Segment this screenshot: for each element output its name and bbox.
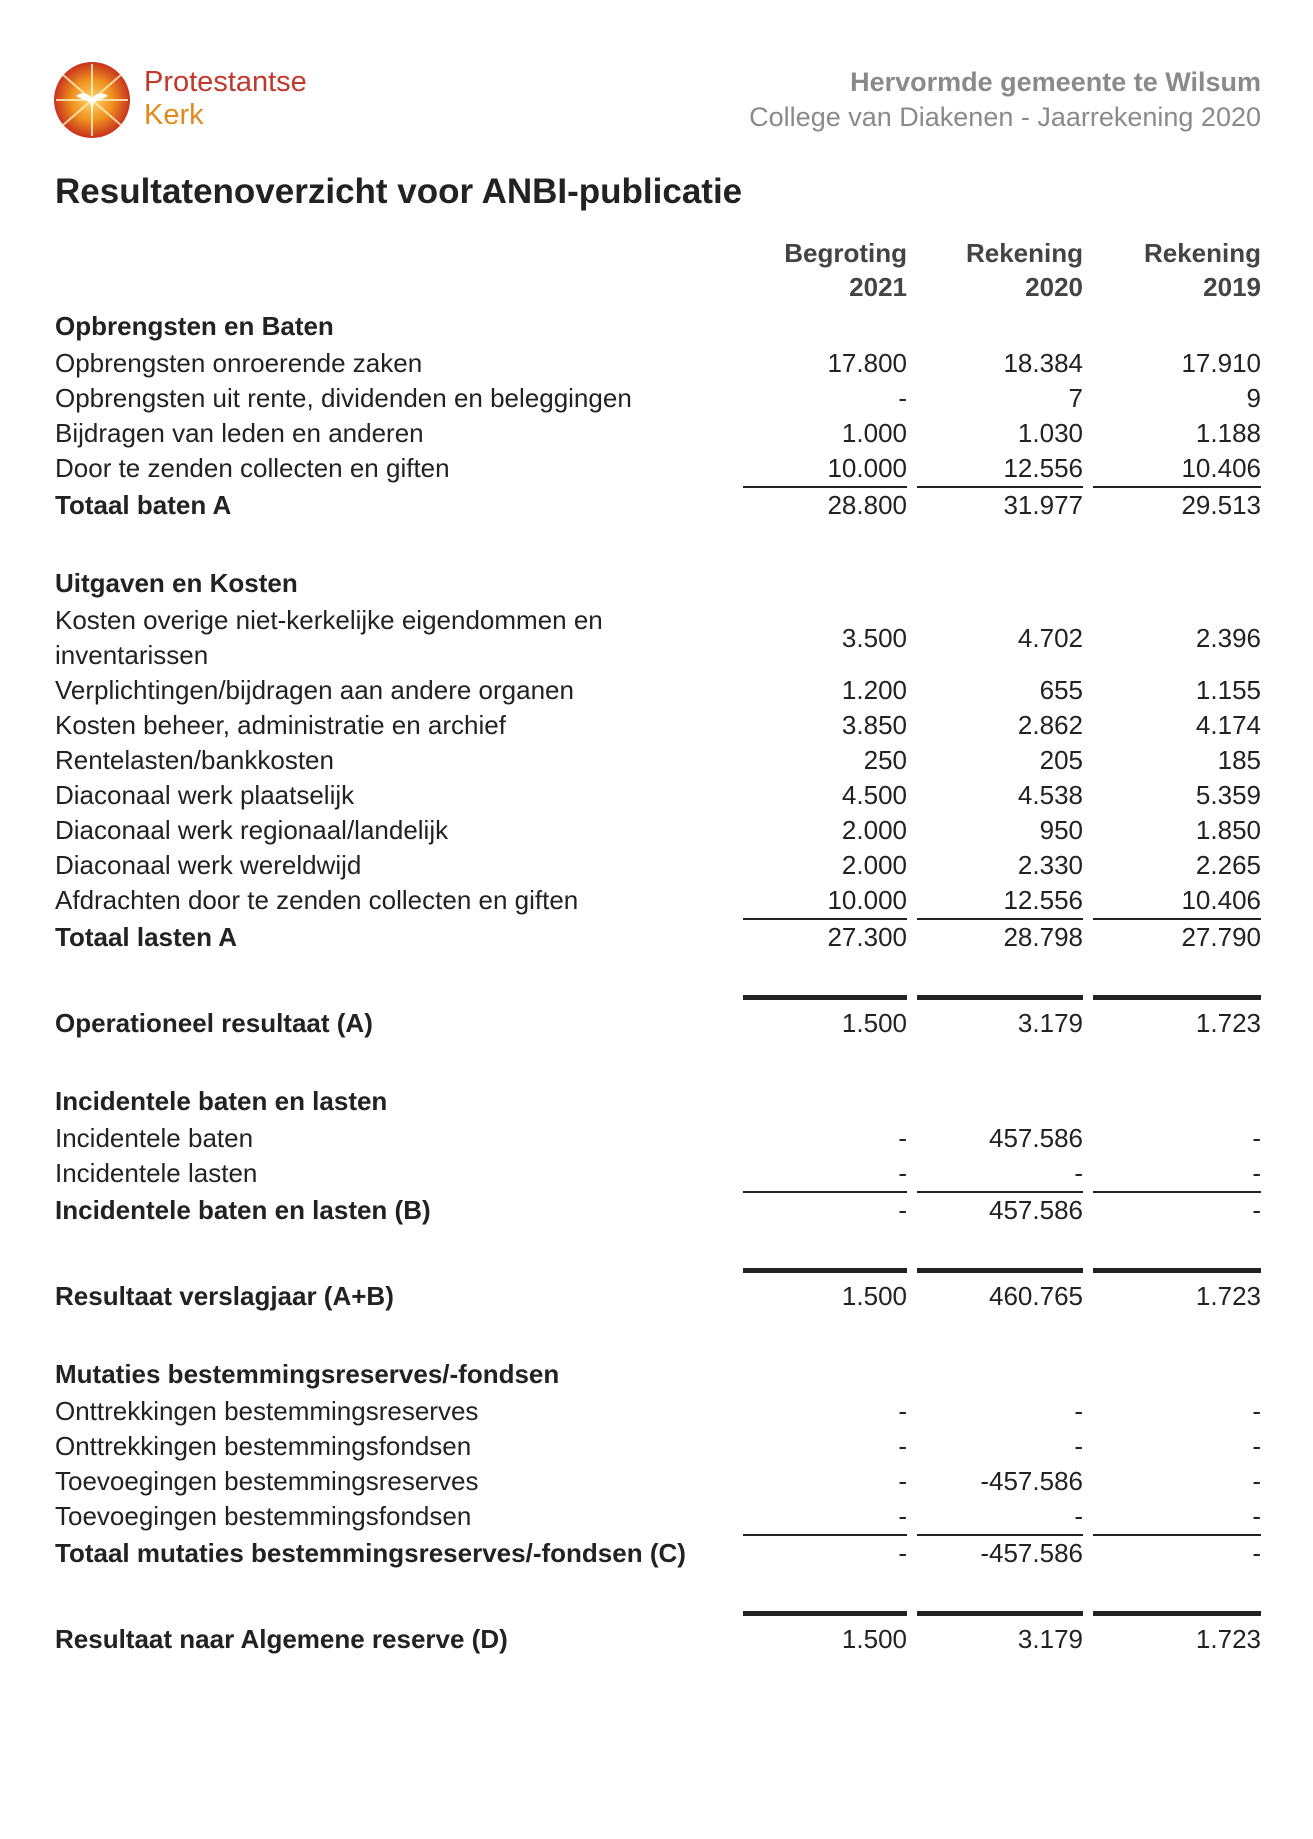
- value-cell: -: [1252, 1431, 1261, 1461]
- value-cell: 1.155: [1195, 675, 1261, 705]
- row-label: Toevoegingen bestemmingsreserves: [55, 1466, 479, 1496]
- value-cell: 1.850: [1195, 815, 1261, 845]
- value-cell: -: [1074, 1396, 1083, 1426]
- table-row: [55, 1464, 1261, 1499]
- value-cell: 12.556: [1003, 885, 1083, 915]
- section-heading-row: [55, 563, 1261, 603]
- document-header: [749, 64, 1261, 134]
- total-value: 31.977: [917, 486, 1083, 523]
- church-logo: [52, 60, 372, 144]
- column-header-empty: [55, 236, 733, 306]
- table-row: [55, 708, 1261, 743]
- value-cell: -: [1252, 1466, 1261, 1496]
- value-cell: 1.030: [1017, 418, 1083, 448]
- total-value: -: [1093, 1191, 1261, 1228]
- value-cell: 4.538: [1017, 780, 1083, 810]
- value-cell: 1.200: [841, 675, 907, 705]
- total-row: [55, 918, 1261, 955]
- result-value: 1.500: [743, 995, 907, 1041]
- table-row: [55, 416, 1261, 451]
- spacer-row: [55, 1571, 1261, 1611]
- value-cell: 2.265: [1195, 850, 1261, 880]
- value-cell: -: [1252, 1501, 1261, 1531]
- row-label: Opbrengsten onroerende zaken: [55, 348, 423, 378]
- value-cell: 2.396: [1195, 622, 1261, 653]
- value-cell: 2.000: [841, 815, 907, 845]
- row-label: Verplichtingen/bijdragen aan andere organen: [55, 675, 574, 705]
- value-cell: 1.188: [1195, 418, 1261, 448]
- total-row: [55, 1534, 1261, 1571]
- document-subtitle: College van Diakenen - Jaarrekening 2020: [749, 102, 1261, 132]
- value-cell: -: [898, 1431, 907, 1461]
- total-value: 457.586: [917, 1191, 1083, 1228]
- column-header-row: [55, 236, 1261, 306]
- total-value: -457.586: [917, 1534, 1083, 1571]
- value-cell: 3.850: [841, 710, 907, 740]
- row-label: Diaconaal werk plaatselijk: [55, 780, 355, 810]
- table-row: [55, 1121, 1261, 1156]
- row-label: Afdrachten door te zenden collecten en giften: [55, 885, 579, 915]
- section-heading: Mutaties bestemmingsreserves/-fondsen: [55, 1359, 560, 1389]
- result-row: [55, 1268, 1261, 1314]
- value-cell: 250: [863, 745, 907, 775]
- value-cell: 17.910: [1181, 348, 1261, 378]
- results-table: [55, 236, 1261, 1657]
- table-row: [55, 603, 1261, 673]
- total-row: [55, 1191, 1261, 1228]
- table-row: [55, 743, 1261, 778]
- result-value: 1.723: [1093, 1611, 1261, 1657]
- page-title: Resultatenoverzicht voor ANBI-publicatie: [55, 172, 743, 211]
- result-value: 460.765: [917, 1268, 1083, 1314]
- table-row: [55, 451, 1261, 486]
- value-cell: -: [898, 1123, 907, 1153]
- spacer-row: [55, 1228, 1261, 1268]
- value-cell: 10.406: [1181, 885, 1261, 915]
- result-value: 1.723: [1093, 1268, 1261, 1314]
- value-cell: 18.384: [1003, 348, 1083, 378]
- total-row: [55, 486, 1261, 523]
- value-cell: 5.359: [1195, 780, 1261, 810]
- value-cell: 4.500: [841, 780, 907, 810]
- value-cell: 10.406: [1181, 453, 1261, 483]
- table-row: [55, 883, 1261, 918]
- value-cell: -: [1252, 1158, 1261, 1188]
- value-cell: -: [898, 1396, 907, 1426]
- section-heading-row: [55, 1354, 1261, 1394]
- value-cell: 10.000: [827, 885, 907, 915]
- value-cell: 3.500: [841, 622, 907, 653]
- spacer-row: [55, 1314, 1261, 1354]
- protestantse-kerk-logo-icon: [52, 60, 132, 140]
- table-row: [55, 1499, 1261, 1534]
- row-label: Incidentele lasten: [55, 1158, 258, 1188]
- section-heading: Uitgaven en Kosten: [55, 568, 298, 598]
- value-cell: -457.586: [980, 1466, 1083, 1496]
- total-value: 29.513: [1093, 486, 1261, 523]
- row-label: Diaconaal werk wereldwijd: [55, 850, 362, 880]
- value-cell: 185: [1217, 745, 1261, 775]
- value-cell: -: [898, 1158, 907, 1188]
- section-heading: Incidentele baten en lasten: [55, 1086, 388, 1116]
- table-row: [55, 381, 1261, 416]
- result-label: Resultaat verslagjaar (A+B): [55, 1281, 394, 1311]
- row-label: Onttrekkingen bestemmingsfondsen: [55, 1431, 472, 1461]
- table-row: [55, 1156, 1261, 1191]
- value-cell: 2.000: [841, 850, 907, 880]
- result-value: 1.500: [743, 1268, 907, 1314]
- column-header-rekening-2019: Rekening 2019: [1143, 238, 1261, 302]
- spacer-row: [55, 955, 1261, 995]
- section-heading-row: [55, 306, 1261, 346]
- value-cell: -: [1252, 1123, 1261, 1153]
- result-value: 3.179: [917, 995, 1083, 1041]
- row-label: Toevoegingen bestemmingsfondsen: [55, 1501, 472, 1531]
- value-cell: -: [898, 1501, 907, 1531]
- row-label: Incidentele baten: [55, 1123, 254, 1153]
- value-cell: -: [1074, 1158, 1083, 1188]
- value-cell: 655: [1039, 675, 1083, 705]
- table-row: [55, 1429, 1261, 1464]
- logo-text-line1: Protestantse: [144, 66, 307, 98]
- value-cell: 7: [1068, 383, 1083, 413]
- total-label: Incidentele baten en lasten (B): [55, 1195, 431, 1225]
- total-value: 27.790: [1093, 918, 1261, 955]
- value-cell: 2.862: [1017, 710, 1083, 740]
- value-cell: 9: [1246, 383, 1261, 413]
- value-cell: 1.000: [841, 418, 907, 448]
- result-row: [55, 995, 1261, 1041]
- spacer-row: [55, 523, 1261, 563]
- spacer-row: [55, 1041, 1261, 1081]
- organization-name: Hervormde gemeente te Wilsum: [850, 67, 1261, 97]
- row-label: Diaconaal werk regionaal/landelijk: [55, 815, 449, 845]
- logo-text-line2: Kerk: [144, 99, 204, 131]
- total-value: 27.300: [743, 918, 907, 955]
- table-row: [55, 1394, 1261, 1429]
- value-cell: 2.330: [1017, 850, 1083, 880]
- row-label: Bijdragen van leden en anderen: [55, 418, 424, 448]
- table-row: [55, 673, 1261, 708]
- section-heading: Opbrengsten en Baten: [55, 311, 334, 341]
- value-cell: 4.174: [1195, 710, 1261, 740]
- section-heading-row: [55, 1081, 1261, 1121]
- value-cell: 950: [1039, 815, 1083, 845]
- total-label: Totaal lasten A: [55, 922, 238, 952]
- total-value: -: [1093, 1534, 1261, 1571]
- row-label: Door te zenden collecten en giften: [55, 453, 450, 483]
- result-row: [55, 1611, 1261, 1657]
- table-row: [55, 813, 1261, 848]
- table-row: [55, 778, 1261, 813]
- value-cell: 4.702: [1017, 622, 1083, 653]
- total-label: Totaal mutaties bestemmingsreserves/-fondsen (C): [55, 1538, 686, 1568]
- total-value: -: [743, 1191, 907, 1228]
- result-value: 3.179: [917, 1611, 1083, 1657]
- value-cell: 457.586: [989, 1123, 1083, 1153]
- row-label: Onttrekkingen bestemmingsreserves: [55, 1396, 479, 1426]
- value-cell: 12.556: [1003, 453, 1083, 483]
- total-value: 28.798: [917, 918, 1083, 955]
- value-cell: -: [1252, 1396, 1261, 1426]
- result-label: Resultaat naar Algemene reserve (D): [55, 1624, 508, 1654]
- column-header-rekening-2020: Rekening 2020: [965, 238, 1083, 302]
- row-label: Kosten overige niet-kerkelijke eigendommen en inventarissen: [55, 605, 603, 670]
- value-cell: -: [1074, 1501, 1083, 1531]
- total-value: -: [743, 1534, 907, 1571]
- value-cell: -: [898, 1466, 907, 1496]
- value-cell: 10.000: [827, 453, 907, 483]
- row-label: Opbrengsten uit rente, dividenden en beleggingen: [55, 383, 632, 413]
- column-header-begroting-2021: Begroting 2021: [784, 238, 907, 302]
- value-cell: -: [898, 383, 907, 413]
- row-label: Kosten beheer, administratie en archief: [55, 710, 506, 740]
- result-value: 1.723: [1093, 995, 1261, 1041]
- result-value: 1.500: [743, 1611, 907, 1657]
- total-label: Totaal baten A: [55, 490, 232, 520]
- table-row: [55, 346, 1261, 381]
- table-row: [55, 848, 1261, 883]
- row-label: Rentelasten/bankkosten: [55, 745, 334, 775]
- result-label: Operationeel resultaat (A): [55, 1008, 373, 1038]
- value-cell: 205: [1039, 745, 1083, 775]
- value-cell: -: [1074, 1431, 1083, 1461]
- total-value: 28.800: [743, 486, 907, 523]
- value-cell: 17.800: [827, 348, 907, 378]
